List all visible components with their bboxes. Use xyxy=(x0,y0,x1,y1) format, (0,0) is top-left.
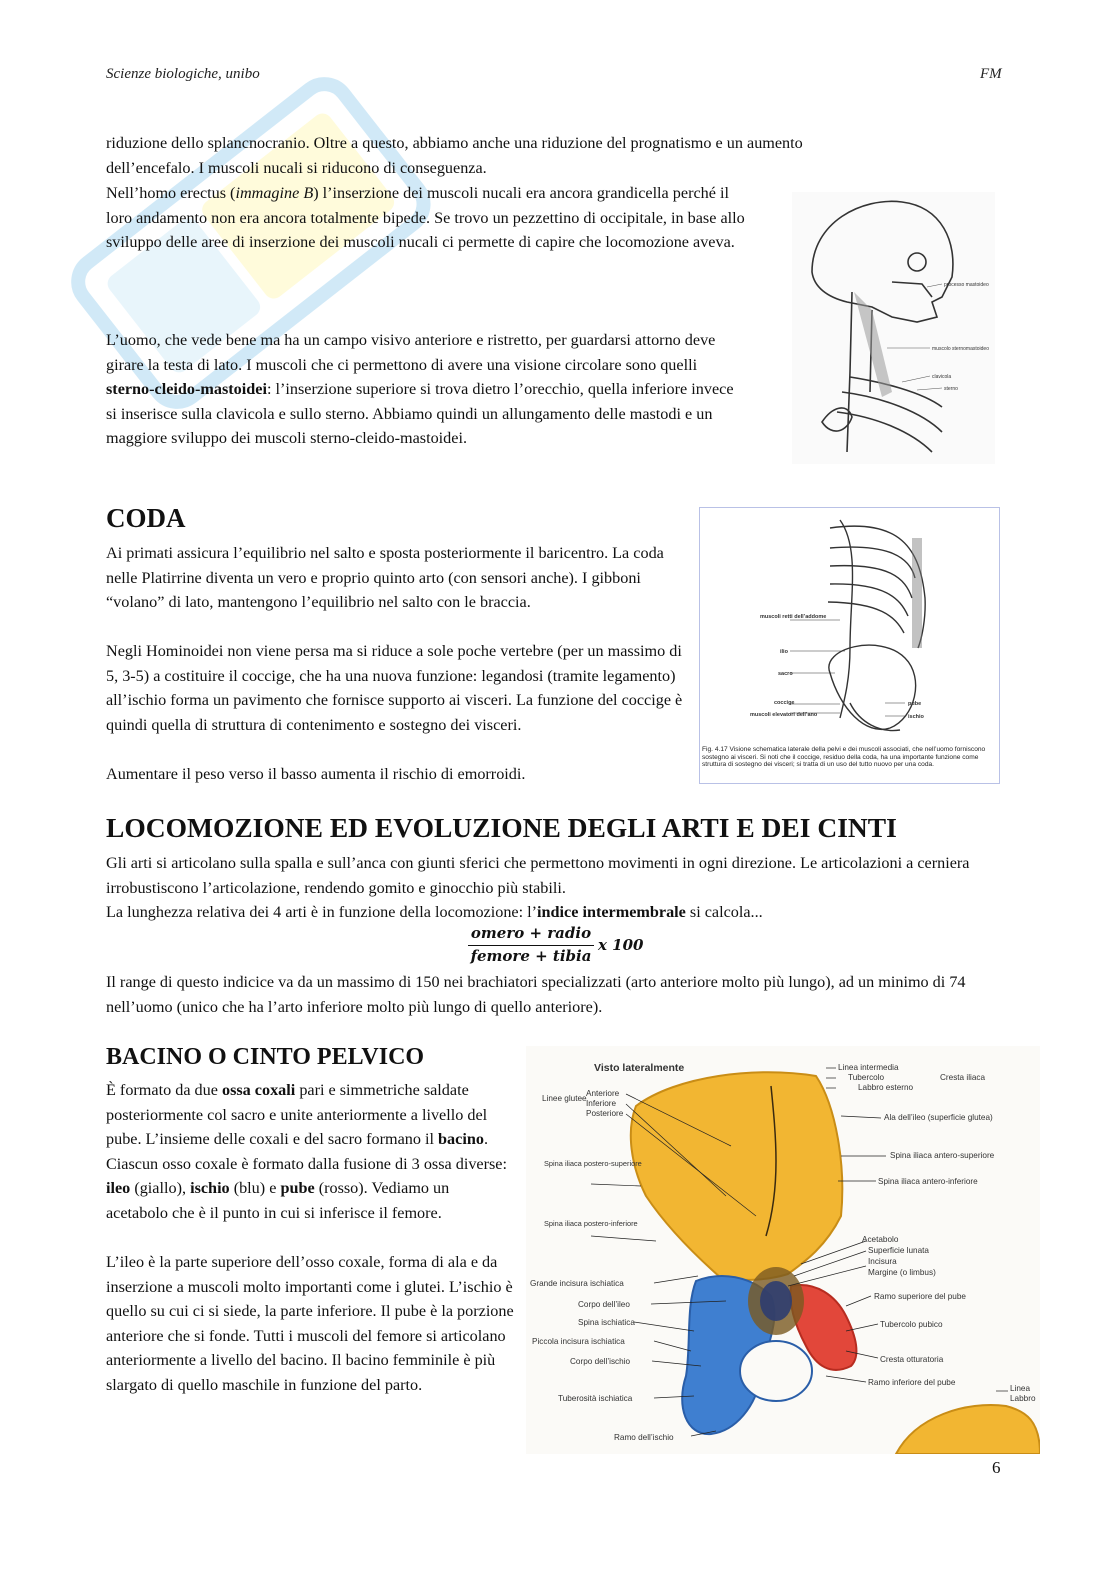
hip-right-label-13: Tubercolo pubico xyxy=(880,1320,943,1329)
hip-bone-figure xyxy=(526,1046,1040,1454)
section-title-locomozione: LOCOMOZIONE ED EVOLUZIONE DEGLI ARTI E DEI CINTI xyxy=(106,812,897,843)
hip-right-label-6: Spina iliaca antero-superiore xyxy=(890,1151,995,1160)
hip-left-label-2: Anteriore xyxy=(586,1089,620,1098)
hip-right-label-9: Superficie lunata xyxy=(868,1246,929,1255)
formula-denominator: femore + tibia xyxy=(470,947,592,965)
header-initials: FM xyxy=(980,66,1002,82)
hip-left-label-1: Linee glutee xyxy=(542,1094,587,1103)
sternocleidomastoid-paragraph: L’uomo, che vede bene ma ha un campo visivo anteriore e ristretto, per guardarsi attorno deve girare la testa di lato. I muscoli che ci permettono di avere una visione circolare sono quelli sterno-cleido-mastoidei: l’inserzione superiore si trova dietro l’orecchio, quella inferiore invece si inserisce sulla clavicola e sullo sterno. Abbiamo quindi un allungamento delle mastodi e un maggiore sviluppo dei muscoli sterno-cleido-mastoidei. xyxy=(106,331,734,448)
neck-label-2: muscolo sternomastoideo xyxy=(932,346,989,352)
skull-neck-illustration xyxy=(792,192,995,464)
hip-left-label-11: Corpo dell’ischio xyxy=(570,1357,631,1366)
formula-multiplier: x 100 xyxy=(598,936,644,954)
hip-right-label-17: Labbro xyxy=(1010,1394,1036,1403)
hip-right-label-7: Spina iliaca antero-inferiore xyxy=(878,1177,978,1186)
coda-paragraph-1: Ai primati assicura l’equilibrio nel salto e sposta posteriormente il baricentro. La coda nelle Platirrine diventa un vero e proprio quinto arto (con sensori anche). I gibboni “volano” di lato, mantengono l’equilibrio nel salto con le braccia. xyxy=(106,544,664,612)
coda-paragraph-3: Aumentare il peso verso il basso aumenta il rischio di emorroidi. xyxy=(106,765,526,783)
page-number: 6 xyxy=(992,1458,1001,1477)
pelvis-label-7: ischio xyxy=(908,714,924,720)
hip-left-label-8: Corpo dell’ileo xyxy=(578,1300,630,1309)
hip-figure-title: Visto lateralmente xyxy=(594,1062,685,1074)
pelvis-label-6: pube xyxy=(908,701,922,707)
formula-numerator: omero + radio xyxy=(470,924,592,942)
locomozione-paragraph-1: Gli arti si articolano sulla spalla e sull’anca con giunti sferici che permettono movimenti in ogni direzione. Le articolazioni a cerniera irrobustiscono l’articolazione, rendendo gomito e ginocchio più stabili. xyxy=(106,854,970,897)
neck-label-4: sterno xyxy=(944,386,958,392)
hip-right-label-4: Cresta iliaca xyxy=(940,1073,986,1082)
locomozione-paragraph-3: Il range di questo indicice va da un massimo di 150 nei brachiatori specializzati (arto anteriore molto più lungo), ad un minimo di 74 nell’uomo (unico che ha l’arto inferiore molto più lungo di quello anteriore). xyxy=(106,973,966,1016)
intermembral-formula xyxy=(468,924,658,970)
homo-erectus-paragraph: Nell’homo erectus (immagine B) l’inserzione dei muscoli nucali era ancora grandicella perché il loro andamento non era ancora totalmente bipede. Se trovo un pezzettino di occipitale, in base allo sviluppo delle aree di inserzione dei muscoli nucali ci permette di capire che locomozione aveva. xyxy=(106,184,745,252)
hip-right-label-15: Ramo inferiore del pube xyxy=(868,1378,956,1387)
pelvis-figure xyxy=(699,507,1000,784)
hip-right-label-1: Linea intermedia xyxy=(838,1063,899,1072)
hip-right-label-12: Ramo superiore del pube xyxy=(874,1292,966,1301)
hip-left-label-4: Posteriore xyxy=(586,1109,624,1118)
bacino-paragraph-2: L’ileo è la parte superiore dell’osso coxale, forma di ala e da inserzione a muscoli molto importanti come i glutei. L’ischio è quello su cui ci si siede, la parte inferiore. Il pube è la porzione anteriore che si fonde. Tutti i muscoli del femore si articolano anteriormente a livello del bacino. Il bacino femminile è più slargato di quello maschile in funzione del parto. xyxy=(106,1253,514,1394)
hip-right-label-2: Tubercolo xyxy=(848,1073,885,1082)
pelvis-label-4: coccige xyxy=(774,700,795,706)
pelvis-label-5: muscoli elevatori dell’ano xyxy=(750,712,818,718)
hip-right-label-8: Acetabolo xyxy=(862,1235,899,1244)
hip-left-label-6: Spina iliaca postero-inferiore xyxy=(544,1219,638,1228)
hip-right-label-10: Incisura xyxy=(868,1257,897,1266)
hip-right-label-5: Ala dell’ileo (superficie glutea) xyxy=(884,1113,993,1122)
hip-right-label-14: Cresta otturatoria xyxy=(880,1355,944,1364)
section-title-coda: CODA xyxy=(106,503,186,533)
bacino-paragraph-1: È formato da due ossa coxali pari e simmetriche saldate posteriormente col sacro e unite anteriormente a livello del pube. L’insieme delle coxali e del sacro formano il bacino. Ciascun osso coxale è formato dalla fusione di 3 ossa diverse: ileo (giallo), ischio (blu) e pube (rosso). Vediamo un acetabolo che è il punto in cui si inferisce il femore. xyxy=(106,1081,507,1222)
neck-figure xyxy=(792,192,995,464)
intro-line-2: dell’encefalo. I muscoli nucali si riducono di conseguenza. xyxy=(106,159,487,177)
neck-label-3: clavicola xyxy=(932,374,952,380)
hip-left-label-10: Piccola incisura ischiatica xyxy=(532,1337,625,1346)
hip-right-label-16: Linea xyxy=(1010,1384,1031,1393)
hip-left-label-3: Inferiore xyxy=(586,1099,617,1108)
hip-left-label-5: Spina iliaca postero-superiore xyxy=(544,1159,642,1168)
hip-bone-illustration xyxy=(526,1046,1040,1454)
pelvis-caption: Fig. 4.17 Visione schematica laterale della pelvi e dei muscoli associati, che nell’uomo forniscono sostegno ai visceri. Si noti che il coccige, residuo della coda, ha una importante funzione come struttura di sostegno dei visceri; si tratta di un uso del tutto nuovo per una coda. xyxy=(702,746,986,769)
hip-right-label-11: Margine (o limbus) xyxy=(868,1268,936,1277)
hip-left-label-7: Grande incisura ischiatica xyxy=(530,1279,624,1288)
header-course: Scienze biologiche, unibo xyxy=(106,66,260,82)
hip-left-label-13: Ramo dell’ischio xyxy=(614,1433,674,1442)
hip-right-label-3: Labbro esterno xyxy=(858,1083,914,1092)
hip-left-label-12: Tuberosità ischiatica xyxy=(558,1394,633,1403)
intro-line-1: riduzione dello splancnocranio. Oltre a questo, abbiamo anche una riduzione del prognatismo e un aumento xyxy=(106,134,803,152)
formula-fraction-bar xyxy=(468,945,594,946)
neck-label-1: processo mastoideo xyxy=(944,282,989,288)
pelvis-illustration xyxy=(700,508,999,744)
section-title-bacino: BACINO O CINTO PELVICO xyxy=(106,1044,425,1070)
pelvis-label-3: sacro xyxy=(778,671,793,677)
coda-paragraph-2: Negli Hominoidei non viene persa ma si riduce a sole poche vertebre (per un massimo di 5, 3-5) a costituire il coccige, che ha una nuova funzione: legandosi (tramite legamento) all’ischio forma un pavimento che fornisce supporto ai visceri. La funzione del coccige è quindi quella di struttura di contenimento e sostegno dei visceri. xyxy=(106,642,683,734)
locomozione-paragraph-2: La lunghezza relativa dei 4 arti è in funzione della locomozione: l’indice intermembrale si calcola... xyxy=(106,903,763,921)
hip-left-label-9: Spina ischiatica xyxy=(578,1318,635,1327)
pelvis-label-2: ilio xyxy=(780,649,788,655)
pelvis-label-1: muscoli retti dell’addome xyxy=(760,614,827,620)
